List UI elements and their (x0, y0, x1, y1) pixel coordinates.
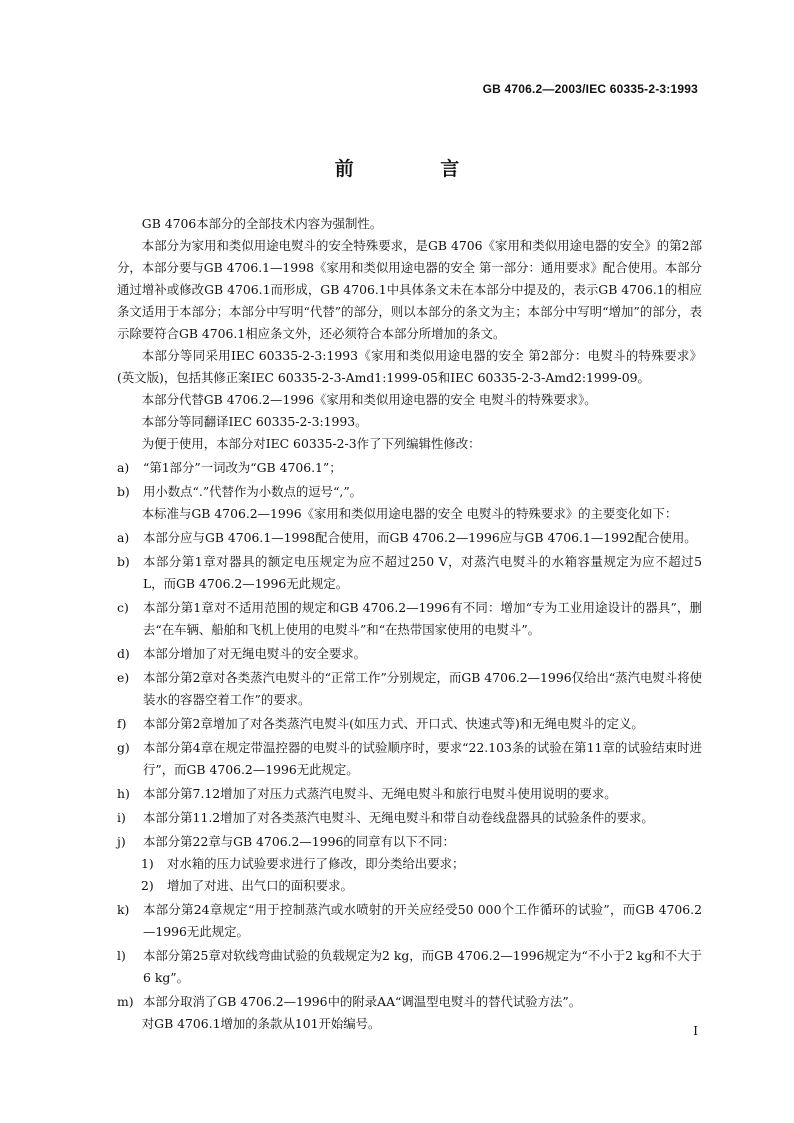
list-item-text: 本部分第24章规定“用于控制蒸汽或水喷射的开关应经受50 000个工作循环的试验”，而GB 4706.2—1996无此规定。 (143, 902, 702, 939)
list-item-text: “第1部分”一词改为“GB 4706.1”； (143, 460, 342, 475)
list-item (117, 991, 702, 1013)
list-item (117, 945, 702, 989)
list-item (117, 527, 702, 549)
list-item-label: b) (117, 484, 130, 499)
list-item-text: 本部分第7.12增加了对压力式蒸汽电熨斗、无绳电熨斗和旅行电熨斗使用说明的要求。 (143, 786, 617, 801)
paragraph-translation: 本部分等同翻译IEC 60335-2-3:1993。 (141, 414, 368, 429)
paragraph-replaces: 本部分代替GB 4706.2—1996《家用和类似用途电器的安全 电熨斗的特殊要求》。 (141, 392, 597, 407)
list-item-text: 本部分第22章与GB 4706.2—1996的同章有以下不同： (143, 834, 455, 849)
list-item (117, 597, 702, 641)
sub-list-item-text: 增加了对进、出气口的面积要求。 (167, 878, 353, 893)
list-item-text: 本部分应与GB 4706.1—1998配合使用，而GB 4706.2—1996应与GB 4706.1—1992配合使用。 (143, 530, 697, 545)
paragraph-changes-intro: 本标准与GB 4706.2—1996《家用和类似用途电器的安全 电熨斗的特殊要求》的主要变化如下： (141, 506, 678, 521)
list-item (117, 667, 702, 711)
list-item-text: 本部分第2章对各类蒸汽电熨斗的“正常工作”分别规定，而GB 4706.2—1996仅给出“蒸汽电熨斗将使装水的容器空着工作”的要求。 (143, 670, 702, 707)
list-item-text: 本部分增加了对无绳电熨斗的安全要求。 (143, 646, 367, 661)
list-item-text: 本部分第2章增加了对各类蒸汽电熨斗(如压力式、开口式、快速式等)和无绳电熨斗的定义。 (143, 716, 644, 731)
list-item-label: i) (117, 810, 126, 825)
sub-list-item (117, 853, 702, 875)
list-item (117, 457, 702, 479)
list-item (117, 783, 702, 805)
list-item (117, 643, 702, 665)
list-item (117, 899, 702, 943)
list-item-text: 本部分第1章对不适用范围的规定和GB 4706.2—1996有不同：增加“专为工业用途设计的器具”，删去“在车辆、船舶和飞机上使用的电熨斗”和“在热带国家使用的电熨斗”。 (143, 600, 702, 637)
paragraph-adoption: 本部分等同采用IEC 60335-2-3:1993《家用和类似用途电器的安全 第2部分：电熨斗的特殊要求》(英文版)，包括其修正案IEC 60335-2-3-Amd1:1999-05和IEC 60335-2-3-Amd2:1999-09。 (117, 348, 702, 385)
list-item-text: 本部分第11.2增加了对各类蒸汽电熨斗、无绳电熨斗和带自动卷线盘器具的试验条件的要求。 (143, 810, 654, 825)
list-item-label: h) (117, 786, 130, 801)
list-item-text: 本部分取消了GB 4706.2—1996中的附录AA“调温型电熨斗的替代试验方法”。 (143, 994, 582, 1009)
list-item-label: g) (117, 740, 130, 755)
page-number: I (693, 1024, 698, 1038)
list-item-label: k) (117, 902, 130, 917)
list-item-label: a) (117, 530, 130, 545)
list-item-text: 用小数点“.”代替作为小数点的逗号“,”。 (143, 484, 363, 499)
list-item (117, 737, 702, 781)
sub-list-item-text: 对水箱的压力试验要求进行了修改，即分类给出要求； (167, 856, 465, 871)
list-item-text: 本部分第4章在规定带温控器的电熨斗的试验顺序时，要求“22.103条的试验在第11章的试验结束时进行”，而GB 4706.2—1996无此规定。 (143, 740, 702, 777)
list-item (117, 807, 702, 829)
list-item-label: a) (117, 460, 130, 475)
list-item-text: 本部分第25章对软线弯曲试验的负载规定为2 kg，而GB 4706.2—1996规定为“不小于2 kg和不大于6 kg”。 (143, 948, 702, 985)
list-item-text: 本部分第1章对器具的额定电压规定为应不超过250 V，对蒸汽电熨斗的水箱容量规定为应不超过5 L，而GB 4706.2—1996无此规定。 (143, 554, 702, 591)
list-item-label: l) (117, 948, 126, 963)
paragraph-mandatory: GB 4706本部分的全部技术内容为强制性。 (141, 216, 383, 231)
sub-list-item (117, 875, 702, 897)
list-item (117, 481, 702, 503)
paragraph-scope: 本部分为家用和类似用途电熨斗的安全特殊要求，是GB 4706《家用和类似用途电器的安全》的第2部分，本部分要与GB 4706.1—1998《家用和类似用途电器的安全 第一部分：通用要求》配合使用。本部分通过增补或修改GB 4706.1而形成，GB 4706.1中具体条文未在本部分中提及的，表示GB 4706.1的相应条文适用于本部分；本部分中写明“代替”的部分，则以本部分的条文为主；本部分中写明“增加”的部分，表示除要符合GB 4706.1相应条文外，还必须符合本部分所增加的条文。 (117, 238, 703, 341)
list-item (117, 831, 702, 853)
list-item-label: e) (117, 670, 130, 685)
list-item-label: f) (117, 716, 127, 731)
list-item (117, 551, 702, 595)
list-item (117, 713, 702, 735)
sub-list-item-label: 1) (141, 856, 154, 871)
paragraph-numbering: 对GB 4706.1增加的条款从101开始编号。 (141, 1016, 381, 1031)
list-item-label: d) (117, 646, 130, 661)
paragraph-editorial-intro: 为便于使用，本部分对IEC 60335-2-3作了下列编辑性修改： (141, 436, 481, 451)
sub-list-item-label: 2) (141, 878, 154, 893)
list-item-label: m) (117, 994, 134, 1009)
list-item-label: c) (117, 600, 129, 615)
list-item-label: j) (117, 834, 126, 849)
list-item-label: b) (117, 554, 130, 569)
foreword-body (117, 213, 702, 1035)
page-title: 前 言 (334, 158, 500, 180)
standard-number-header: GB 4706.2—2003/IEC 60335-2-3:1993 (482, 82, 698, 96)
